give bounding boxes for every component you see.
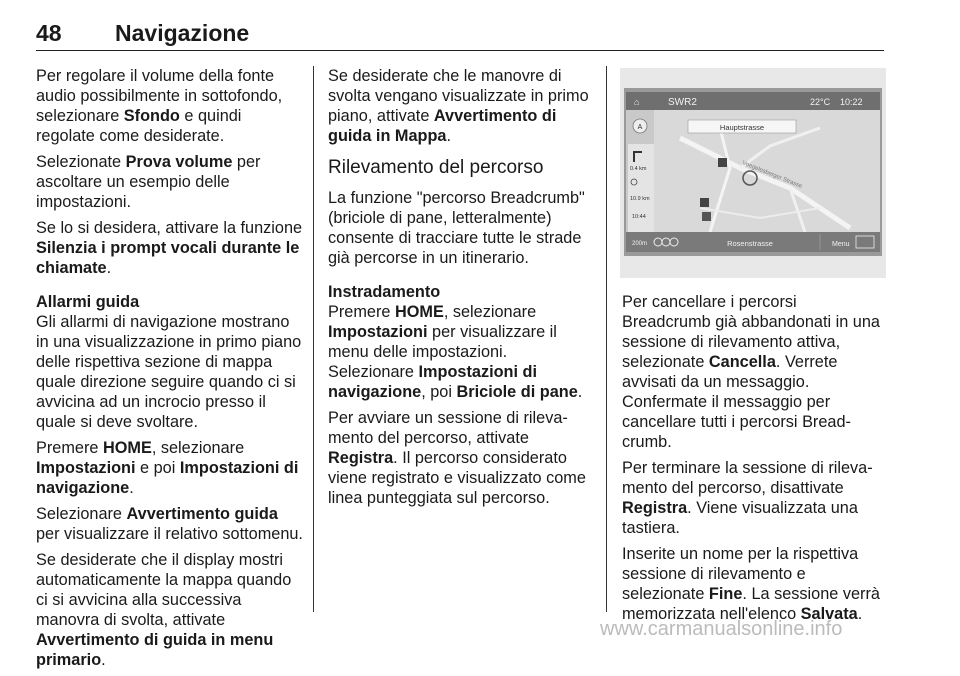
- map-street-label: Voegelesberger Strasse: [741, 160, 803, 190]
- bold-term: HOME: [394, 303, 444, 321]
- bold-term: Impostazioni di navigazione: [36, 459, 299, 497]
- text-run: Se desiderate che il display mostri automaticamente la mappa quando ci si avvicina alla successiva manovra di svolta, attivate: [36, 551, 292, 629]
- text-run: Se desiderate che le manovre di svolta vengano visualizzate in primo piano, attivate: [328, 67, 589, 125]
- paragraph: [36, 66, 304, 146]
- column-left-body: [36, 66, 304, 670]
- text-run: e quindi regolate come desiderate.: [36, 107, 242, 145]
- bold-term: Silenzia i prompt vocali durante le chiamate: [36, 239, 300, 277]
- bold-term: Avvertimento di guida in menu primario: [36, 631, 274, 669]
- clock-label: 10:22: [840, 97, 863, 107]
- column-divider: [313, 66, 314, 612]
- home-icon: ⌂: [634, 97, 640, 107]
- menu-button[interactable]: Menu: [832, 241, 850, 248]
- bold-term: Avvertimento guida: [126, 505, 278, 523]
- text-run: per visualizzare il relativo sottomenu.: [36, 525, 303, 543]
- column-right: [622, 292, 888, 630]
- distance-to-turn: 0.4 km: [630, 166, 647, 172]
- column-divider: [606, 66, 607, 612]
- text-run: , selezionare: [151, 439, 245, 457]
- paragraph: [36, 438, 304, 498]
- bold-term: Briciole di pane: [456, 383, 578, 401]
- bold-term: Allarmi guida: [36, 293, 140, 311]
- column-left: [36, 66, 304, 676]
- bold-term: Sfondo: [123, 107, 180, 125]
- text-run: .: [129, 479, 134, 497]
- paragraph: [36, 218, 304, 278]
- page-number: 48: [36, 20, 62, 46]
- current-street: Rosenstrasse: [727, 239, 773, 248]
- text-run: Gli allarmi di navigazione mostrano in una visualizzazione in primo piano delle rispettiva sezione di mappa quale direzione seguire quando ci si avvicina ad un incrocio presso il quale si deve svoltare.: [36, 313, 302, 431]
- text-run: , poi: [421, 383, 457, 401]
- poi-icon: [718, 158, 727, 167]
- bold-term: Cancella: [708, 353, 776, 371]
- paragraph: [328, 408, 596, 508]
- text-run: . Viene visualizzata una tastiera.: [622, 499, 858, 537]
- page-header: [36, 20, 884, 51]
- paragraph: [328, 188, 596, 268]
- text-run: . La sessione verrà memorizzata nell'elenco: [622, 585, 880, 623]
- text-run: , selezionare: [443, 303, 537, 321]
- text-run: Per avviare un sessione di rilevamento del percorso, attivate: [328, 409, 568, 447]
- bold-term: Salvata: [800, 605, 858, 623]
- paragraph: [328, 282, 596, 402]
- paragraph: [36, 292, 304, 432]
- text-run: Premere: [328, 303, 395, 321]
- text-run: Se lo si desidera, attivare la funzione: [36, 219, 303, 237]
- bold-term: Prova volume: [125, 153, 233, 171]
- station-label: SWR2: [668, 97, 697, 108]
- paragraph: [328, 66, 596, 146]
- text-run: per ascoltare un esempio delle impostazioni.: [36, 153, 261, 211]
- compass-label: A: [637, 124, 643, 131]
- text-run: .: [106, 259, 112, 277]
- poi-icon: [700, 198, 709, 207]
- paragraph: [622, 544, 888, 624]
- chapter-title: Navigazione: [115, 20, 250, 46]
- poi-icon: [702, 212, 711, 221]
- paragraph: [622, 292, 888, 452]
- bold-term: Registra: [328, 449, 394, 467]
- arrival-time: 10:44: [632, 214, 646, 220]
- section-heading: Rilevamento del percorso: [328, 157, 544, 178]
- text-run: Selezionate: [36, 153, 126, 171]
- column-right-body: [622, 292, 888, 624]
- text-run: Selezionare: [36, 505, 127, 523]
- text-run: Inserite un nome per la rispettiva sessione di rilevamento e selezionate: [622, 545, 859, 603]
- temperature-label: 22°C: [810, 97, 831, 107]
- bold-term: Fine: [708, 585, 743, 603]
- distance-to-destination: 10.9 km: [630, 196, 650, 202]
- street-label: Hauptstrasse: [719, 123, 765, 132]
- text-run: La funzione "percorso Breadcrumb" (briciole di pane, letteralmente) consente di tracciare tutte le strade già percorse in un itinerario.: [328, 189, 585, 267]
- text-run: .: [857, 605, 863, 623]
- column-middle: [328, 66, 596, 514]
- text-run: per visualizzare il menu delle impostazioni. Selezionare: [328, 323, 557, 381]
- navigation-screen-photo: [620, 68, 886, 278]
- bold-term: Registra: [622, 499, 688, 517]
- paragraph: [36, 152, 304, 212]
- text-run: .: [101, 651, 106, 669]
- bold-term: Impostazioni: [36, 459, 136, 477]
- watermark: www.carmanualsonline.info: [600, 618, 843, 640]
- paragraph: [36, 550, 304, 670]
- text-run: e poi: [135, 459, 180, 477]
- map-scale: 200m: [632, 241, 648, 247]
- bold-term: Impostazioni di navigazione: [328, 363, 538, 401]
- bold-term: Instradamento: [328, 283, 441, 301]
- text-run: Premere: [36, 439, 103, 457]
- text-run: . Il percorso considerato viene registrato e visualizzato come linea punteggiata sul percorso.: [328, 449, 586, 507]
- column-middle-body: [328, 188, 596, 508]
- paragraph: [622, 458, 888, 538]
- bold-term: Avvertimento di guida in Mappa: [328, 107, 557, 145]
- bold-term: HOME: [102, 439, 152, 457]
- text-run: Per cancellare i percorsi Breadcrumb già abbandonati in una sessione di rilevamento attiva, selezionate: [622, 293, 880, 371]
- bold-term: Impostazioni: [328, 323, 428, 341]
- text-run: Per regolare il volume della fonte audio possibilmente in sottofondo, selezionare: [36, 67, 283, 125]
- paragraph: [36, 504, 304, 544]
- text-run: .: [446, 127, 452, 145]
- text-run: . Verrete avvisati da un messaggio. Confermate il messaggio per cancellare tutti i percorsi Breadcrumb.: [622, 353, 851, 451]
- text-run: .: [577, 383, 583, 401]
- text-run: Per terminare la sessione di rilevamento del percorso, disattivate: [622, 459, 873, 497]
